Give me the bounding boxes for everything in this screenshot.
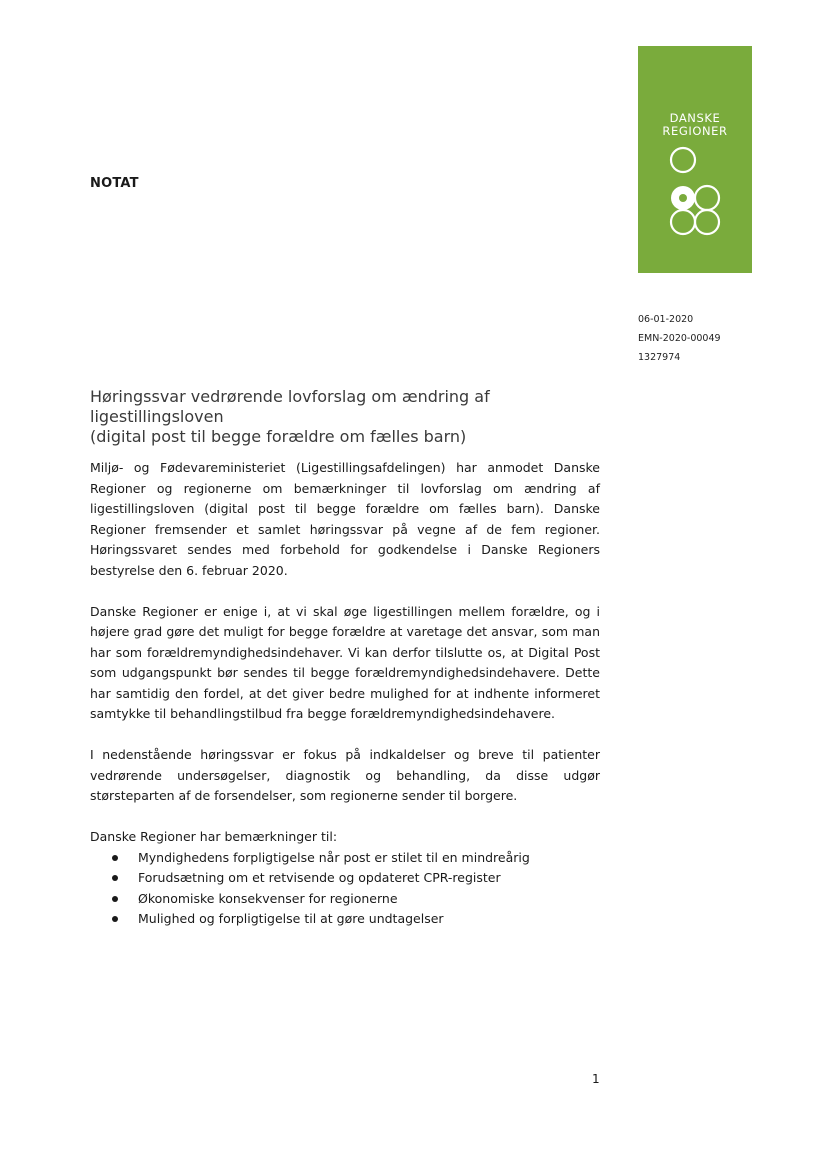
remarks-list: [90, 848, 600, 930]
list-item: [112, 889, 600, 910]
document-title-line1: Høringssvar vedrørende lovforslag om ændring af ligestillingsloven: [90, 387, 490, 426]
logo-circles-icon: [638, 46, 752, 273]
document-title: [90, 387, 620, 447]
list-item-text: Mulighed og forpligtigelse til at gøre undtagelser: [138, 911, 444, 926]
document-meta: [638, 310, 721, 367]
bullet-icon: [112, 896, 118, 902]
paragraph-3: I nedenstående høringssvar er fokus på indkaldelser og breve til patienter vedrørende undersøgelser, diagnostik og behandling, da disse udgør størsteparten af de forsendelser, som regionerne sender til borgere.: [90, 747, 600, 803]
page-number: 1: [592, 1072, 600, 1086]
remarks-intro: Danske Regioner har bemærkninger til:: [90, 829, 338, 844]
bullet-icon: [112, 875, 118, 881]
list-item: [112, 848, 600, 869]
list-item: [112, 868, 600, 889]
document-date: 06-01-2020: [638, 314, 694, 325]
document-type-label: NOTAT: [90, 176, 139, 191]
document-body: [90, 458, 600, 930]
danske-regioner-logo: [638, 46, 752, 273]
list-item-text: Økonomiske konsekvenser for regionerne: [138, 890, 398, 906]
logo-text-line2: REGIONER: [662, 124, 728, 138]
bullet-icon: [112, 916, 118, 922]
bullet-icon: [112, 855, 118, 861]
case-number: EMN-2020-00049: [638, 333, 721, 344]
document-number: 1327974: [638, 352, 681, 363]
list-item: [112, 909, 600, 930]
list-item-text: Forudsætning om et retvisende og opdateret CPR-register: [138, 870, 501, 885]
list-item-text: Myndighedens forpligtigelse når post er stilet til en mindreårig: [138, 849, 530, 865]
document-title-line2: (digital post til begge forældre om fælles barn): [90, 427, 467, 446]
paragraph-2: Danske Regioner er enige i, at vi skal øge ligestillingen mellem forældre, og i højere grad gøre det muligt for begge forældre at varetage det ansvar, som man har som forældremyndighedsindehaver. Vi kan derfor tilslutte os, at Digital Post som udgangspunkt bør sendes til begge forældremyndighedsindehavere. Dette har samtidig den fordel, at det giver bedre mulighed for at indhente informeret samtykke til behandlingstilbud fra begge forældremyndighedsindehavere.: [90, 603, 600, 721]
paragraph-1: Miljø- og Fødevareministeriet (Ligestillingsafdelingen) har anmodet Danske Regioner og regionerne om bemærkninger til lovforslag om ændring af ligestillingsloven (digital post til begge forældre om fælles barn). Danske Regioner fremsender et samlet høringssvar på vegne af de fem regioner. Høringssvaret sendes med forbehold for godkendelse i Danske Regioners bestyrelse den 6. februar 2020.: [90, 460, 600, 578]
logo-text-line1: DANSKE: [669, 111, 721, 125]
